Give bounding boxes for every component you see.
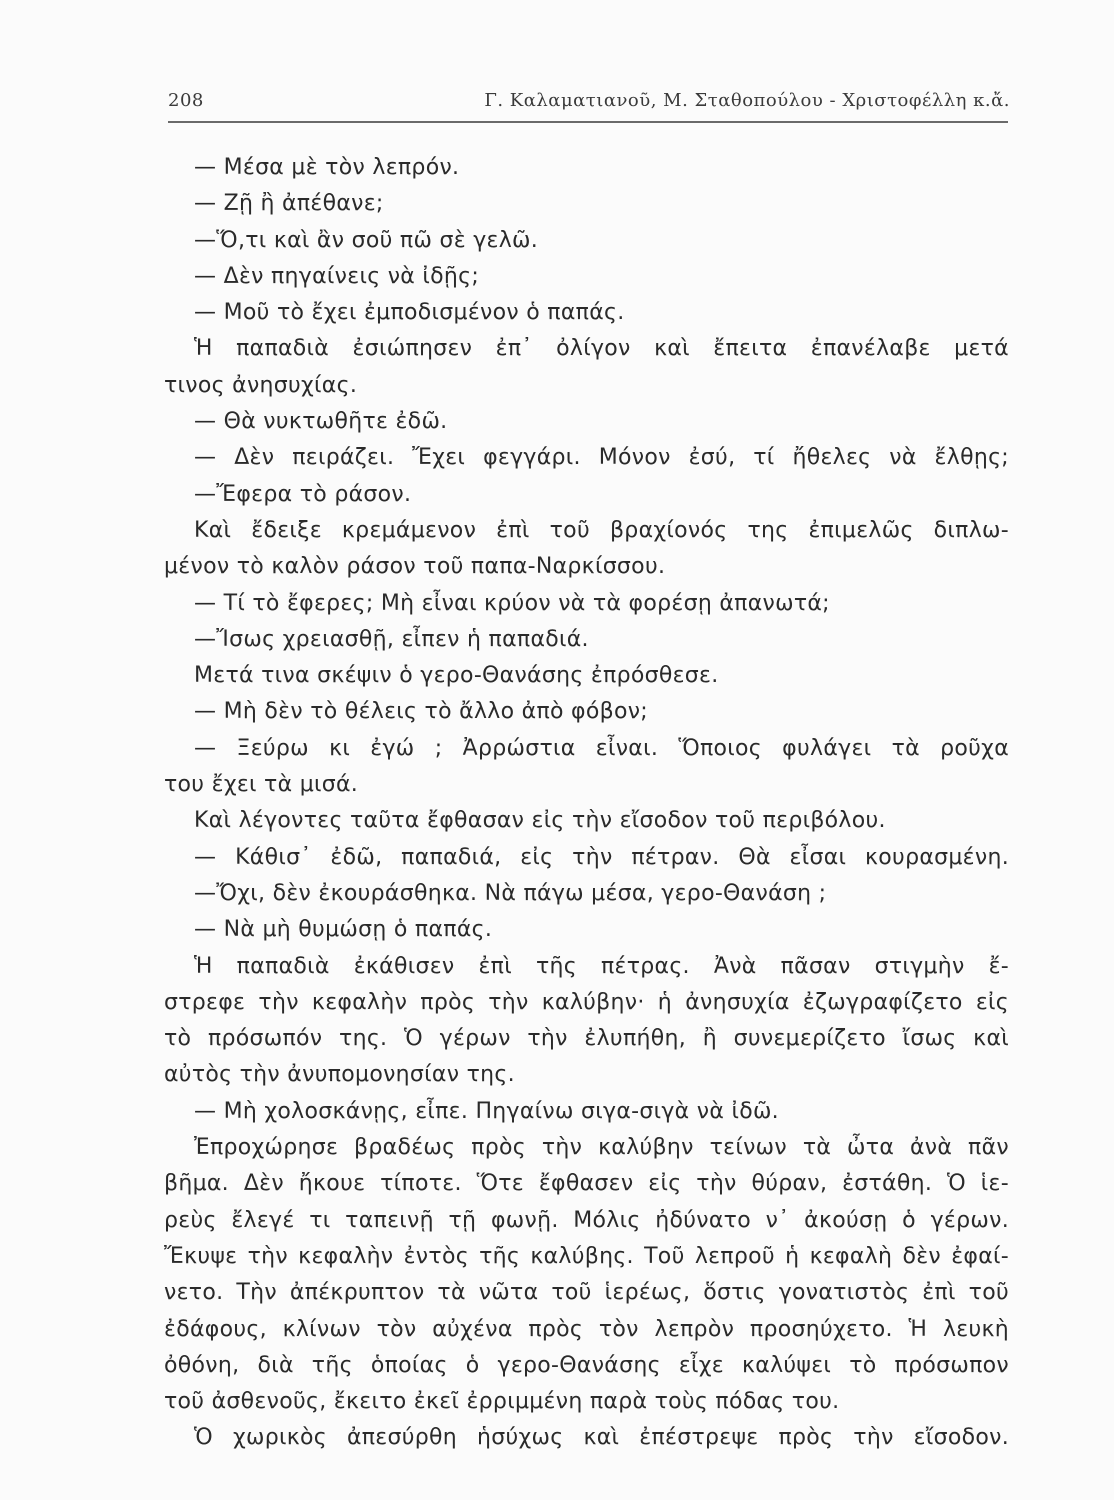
text-line: — Κάθισ᾽ ἐδῶ, παπαδιά, εἰς τὴν πέτραν. Θὰ εἶσαι κουρασμένη.	[194, 844, 1009, 870]
text-line: —Ὄχι, δὲν ἐκουράσθηκα. Νὰ πάγω μέσα, γερο-Θανάση ;	[194, 880, 827, 906]
text-line: αὐτὸς τὴν ἀνυπομονησίαν της.	[164, 1062, 515, 1088]
running-head-title: Γ. Καλαματιανοῦ, Μ. Σταθοπούλου - Χριστοφέλλη κ.ἄ.	[484, 90, 1010, 111]
text-line: μένον τὸ καλὸν ράσον τοῦ παπα-Ναρκίσσου.	[164, 554, 666, 580]
text-line: του ἔχει τὰ μισά.	[164, 772, 359, 798]
body-text	[164, 150, 1009, 1457]
text-line: ἐδάφους, κλίνων τὸν αὐχένα πρὸς τὸν λεπρὸν προσηύχετο. Ἡ λευκὴ	[164, 1316, 1009, 1342]
text-line: Ἡ παπαδιὰ ἐκάθισεν ἐπὶ τῆς πέτρας. Ἀνὰ πᾶσαν στιγμὴν ἔ-	[194, 953, 1009, 979]
text-line: — Θὰ νυκτωθῆτε ἐδῶ.	[194, 409, 448, 435]
text-line: — Τί τὸ ἔφερες; Μὴ εἶναι κρύον νὰ τὰ φορέσῃ ἀπανωτά;	[194, 590, 830, 616]
text-line: —Ἴσως χρειασθῇ, εἶπεν ἡ παπαδιά.	[194, 626, 589, 652]
text-line: — Νὰ μὴ θυμώσῃ ὁ παπάς.	[194, 917, 493, 943]
text-line: Ἐπροχώρησε βραδέως πρὸς τὴν καλύβην τείνων τὰ ὦτα ἀνὰ πᾶν	[194, 1135, 1009, 1161]
text-line: — Ζῇ ἢ ἀπέθανε;	[194, 191, 384, 217]
text-line: — Μέσα μὲ τὸν λεπρόν.	[194, 155, 460, 180]
running-head	[168, 90, 1010, 118]
text-line: τὸ πρόσωπόν της. Ὁ γέρων τὴν ἐλυπήθη, ἢ συνεμερίζετο ἴσως καὶ	[164, 1026, 1009, 1052]
text-line: — Μοῦ τὸ ἔχει ἐμποδισμένον ὁ παπάς.	[194, 300, 625, 326]
text-line: Ἔκυψε τὴν κεφαλὴν ἐντὸς τῆς καλύβης. Τοῦ λεπροῦ ἡ κεφαλὴ δὲν ἐφαί-	[164, 1243, 1009, 1269]
text-line: τινος ἀνησυχίας.	[164, 372, 358, 398]
text-line: — Μὴ δὲν τὸ θέλεις τὸ ἄλλο ἀπὸ φόβον;	[194, 699, 649, 725]
text-line: ὀθόνη, διὰ τῆς ὁποίας ὁ γερο-Θανάσης εἶχε καλύψει τὸ πρόσωπον	[164, 1352, 1009, 1378]
text-line: — Δὲν πηγαίνεις νὰ ἰδῇς;	[194, 263, 480, 289]
text-line: τοῦ ἀσθενοῦς, ἔκειτο ἐκεῖ ἐρριμμένη παρὰ τοὺς πόδας του.	[164, 1389, 840, 1415]
text-line: στρεφε τὴν κεφαλὴν πρὸς τὴν καλύβην· ἡ ἀνησυχία ἐζωγραφίζετο εἰς	[164, 989, 1009, 1015]
text-line: — Ξεύρω κι ἐγώ ; Ἀρρώστια εἶναι. Ὅποιος φυλάγει τὰ ροῦχα	[194, 735, 1009, 761]
text-line: —Ἔφερα τὸ ράσον.	[194, 481, 412, 507]
text-line: — Μὴ χολοσκάνῃς, εἶπε. Πηγαίνω σιγα-σιγὰ νὰ ἰδῶ.	[194, 1098, 779, 1124]
text-line: —Ὅ,τι καὶ ἂν σοῦ πῶ σὲ γελῶ.	[194, 227, 539, 253]
text-line: Καὶ λέγοντες ταῦτα ἔφθασαν εἰς τὴν εἴσοδον τοῦ περιβόλου.	[194, 808, 886, 834]
text-line: Ἡ παπαδιὰ ἐσιώπησεν ἐπ᾽ ὀλίγον καὶ ἔπειτα ἐπανέλαβε μετά	[194, 336, 1009, 362]
text-line: νετο. Τὴν ἀπέκρυπτον τὰ νῶτα τοῦ ἱερέως, ὅστις γονατιστὸς ἐπὶ τοῦ	[164, 1280, 1009, 1306]
text-line: βῆμα. Δὲν ἤκουε τίποτε. Ὅτε ἔφθασεν εἰς τὴν θύραν, ἐστάθη. Ὁ ἱε-	[164, 1171, 1009, 1197]
text-line: — Δὲν πειράζει. Ἔχει φεγγάρι. Μόνον ἐσύ, τί ἤθελες νὰ ἔλθῃς;	[194, 445, 1009, 471]
text-line: Μετά τινα σκέψιν ὁ γερο-Θανάσης ἐπρόσθεσε.	[194, 663, 719, 689]
text-line: Καὶ ἔδειξε κρεμάμενον ἐπὶ τοῦ βραχίονός της ἐπιμελῶς διπλω-	[194, 517, 1009, 543]
header-rule	[168, 121, 1008, 123]
text-line: ρεὺς ἔλεγέ τι ταπεινῇ τῇ φωνῇ. Μόλις ἠδύνατο ν᾽ ἀκούσῃ ὁ γέρων.	[164, 1207, 1009, 1233]
text-line: Ὁ χωρικὸς ἀπεσύρθη ἡσύχως καὶ ἐπέστρεψε πρὸς τὴν εἴσοδον.	[194, 1425, 1009, 1451]
page-number: 208	[168, 90, 204, 111]
